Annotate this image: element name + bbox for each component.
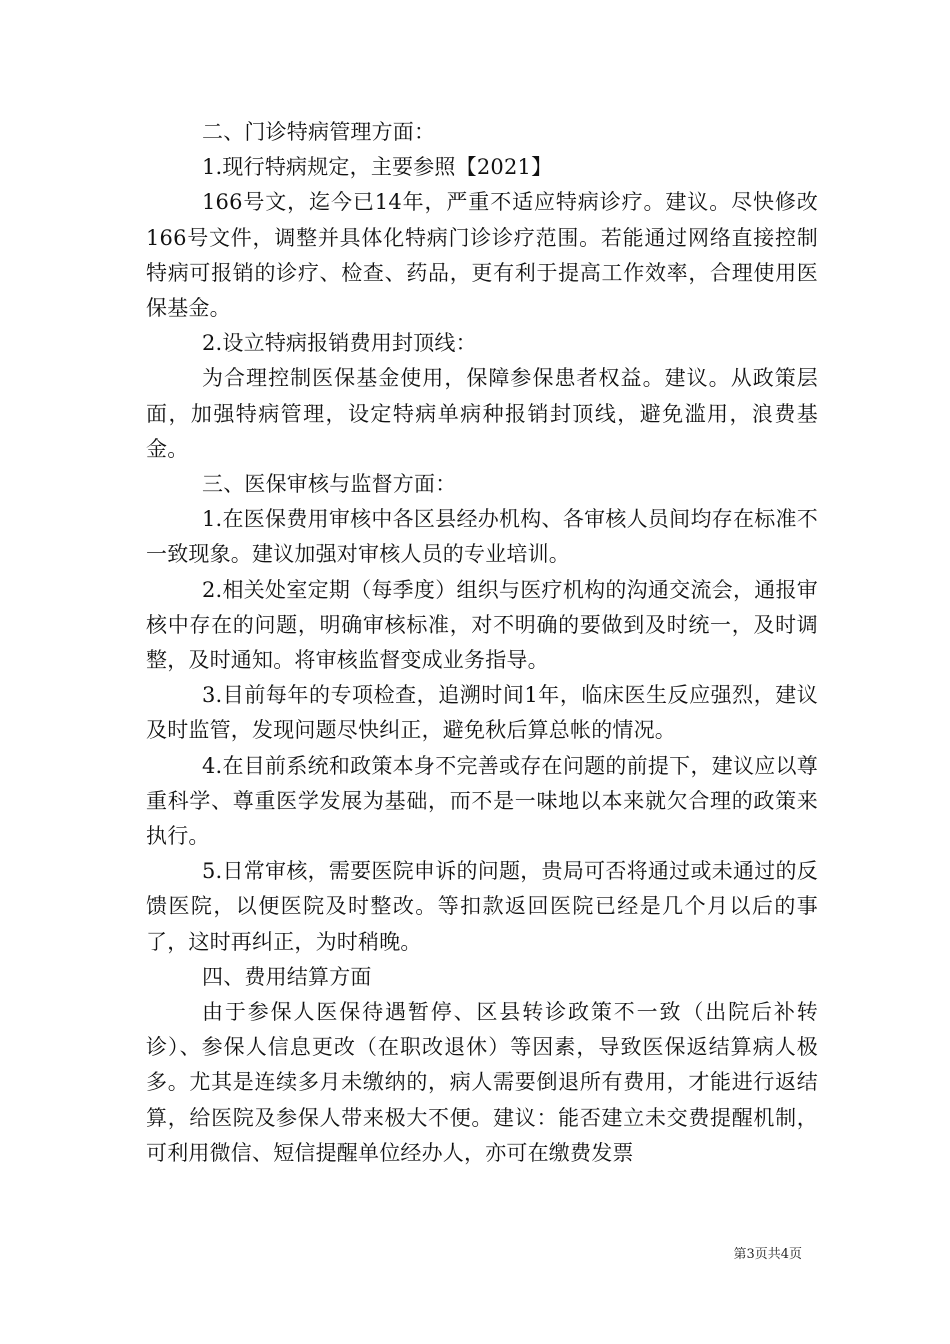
paragraph-2: 166号文，迄今已14年，严重不适应特病诊疗。建议。尽快修改166号文件，调整并具体化特病门诊诊疗范围。若能通过网络直接控制特病可报销的诊疗、检查、药品，更有利于提高工作效率，合理使用医保基金。	[146, 190, 818, 321]
document-body	[146, 115, 818, 1171]
paragraph-8: 3.目前每年的专项检查，追溯时间1年，临床医生反应强烈，建议及时监管，发现问题尽快纠正，避免秋后算总帐的情况。	[146, 683, 818, 743]
paragraph-4: 为合理控制医保基金使用，保障参保患者权益。建议。从政策层面，加强特病管理，设定特病单病种报销封顶线，避免滥用，浪费基金。	[146, 366, 818, 461]
page-number-footer: 第3页共4页	[733, 1247, 802, 1262]
section-heading-settlement: 四、费用结算方面	[202, 964, 372, 989]
paragraph-10: 5.日常审核，需要医院申诉的问题，贵局可否将通过或未通过的反馈医院，以便医院及时整改。等扣款返回医院已经是几个月以后的事了，这时再纠正，为时稍晚。	[146, 859, 818, 954]
paragraph-1: 1.现行特病规定，主要参照【2021】	[202, 155, 553, 180]
paragraph-9: 4.在目前系统和政策本身不完善或存在问题的前提下，建议应以尊重科学、尊重医学发展为基础，而不是一味地以本来就欠合理的政策来执行。	[146, 753, 818, 849]
paragraph-3: 2.设立特病报销费用封顶线：	[202, 331, 477, 356]
paragraph-7: 2.相关处室定期（每季度）组织与医疗机构的沟通交流会，通报审核中存在的问题，明确审核标准，对不明确的要做到及时统一，及时调整，及时通知。将审核监督变成业务指导。	[146, 577, 818, 673]
section-heading-audit: 三、医保审核与监督方面：	[202, 472, 457, 497]
paragraph-12: 由于参保人医保待遇暂停、区县转诊政策不一致（出院后补转诊）、参保人信息更改（在职改退休）等因素，导致医保返结算病人极多。尤其是连续多月未缴纳的，病人需要倒退所有费用，才能进行返结算，给医院及参保人带来极大不便。建议：能否建立未交费提醒机制，可利用微信、短信提醒单位经办人，亦可在缴费发票	[146, 1000, 818, 1165]
paragraph-6: 1.在医保费用审核中各区县经办机构、各审核人员间均存在标准不一致现象。建议加强对审核人员的专业培训。	[146, 507, 818, 567]
section-heading-outpatient: 二、门诊特病管理方面：	[202, 120, 436, 144]
